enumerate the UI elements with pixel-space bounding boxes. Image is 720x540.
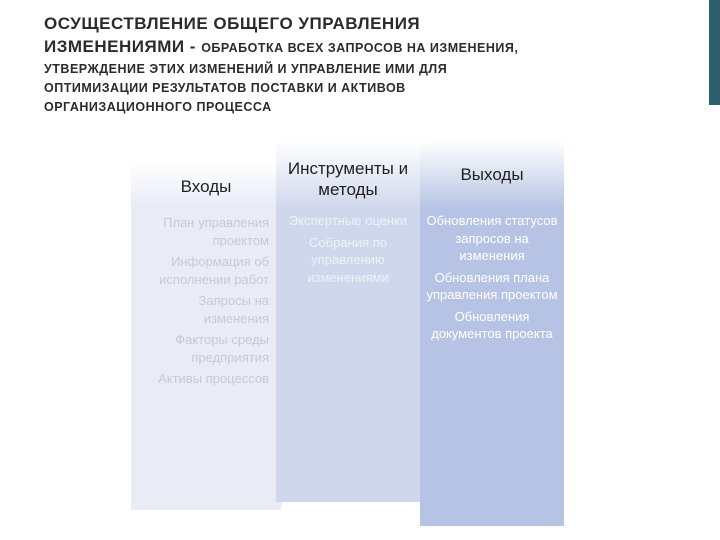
inputs-header-label: Входы: [180, 177, 232, 196]
inputs-list: [137, 214, 269, 392]
title-line-2-main: ИЗМЕНЕНИЯМИ -: [44, 37, 202, 56]
tools-list: [280, 212, 416, 290]
title-line-4: ОПТИМИЗАЦИИ РЕЗУЛЬТАТОВ ПОСТАВКИ И АКТИВОВ: [44, 81, 406, 95]
inputs-item: Запросы на изменения: [198, 293, 269, 326]
title-line-5: ОРГАНИЗАЦИОННОГО ПРОЦЕССА: [44, 100, 272, 114]
tools-header-label: Инструменты и методы: [287, 159, 409, 199]
inputs-column: [131, 162, 281, 510]
inputs-item: Факторы среды предприятия: [175, 332, 269, 365]
outputs-header-label: Выходы: [460, 165, 524, 184]
title-line-1: ОСУЩЕСТВЛЕНИЕ ОБЩЕГО УПРАВЛЕНИЯ: [44, 14, 421, 33]
outputs-column: [420, 140, 564, 526]
inputs-item: Информация об исполнении работ: [159, 254, 269, 287]
accent-bar: [709, 0, 720, 105]
slide-title: [44, 12, 704, 117]
inputs-item: Активы процессов: [158, 371, 269, 386]
tools-item: Экспертные оценки: [288, 213, 408, 228]
title-subtitle: [44, 60, 704, 117]
title-line-3: УТВЕРЖДЕНИЕ ЭТИХ ИЗМЕНЕНИЙ И УПРАВЛЕНИЕ ИМИ ДЛЯ: [44, 62, 448, 76]
inputs-item: План управления проектом: [163, 215, 269, 248]
outputs-item: Обновления статусов запросов на изменения: [426, 213, 558, 263]
title-line-2-sub: ОБРАБОТКА ВСЕХ ЗАПРОСОВ НА ИЗМЕНЕНИЯ,: [201, 41, 519, 55]
outputs-item: Обновления плана управления проектом: [426, 269, 558, 302]
title-line-2: [44, 36, 704, 59]
tools-item: Собрания по управлению изменениями: [307, 234, 389, 285]
outputs-list: [424, 212, 560, 347]
outputs-item: Обновления документов проекта: [431, 308, 553, 341]
tools-column: [276, 140, 420, 502]
